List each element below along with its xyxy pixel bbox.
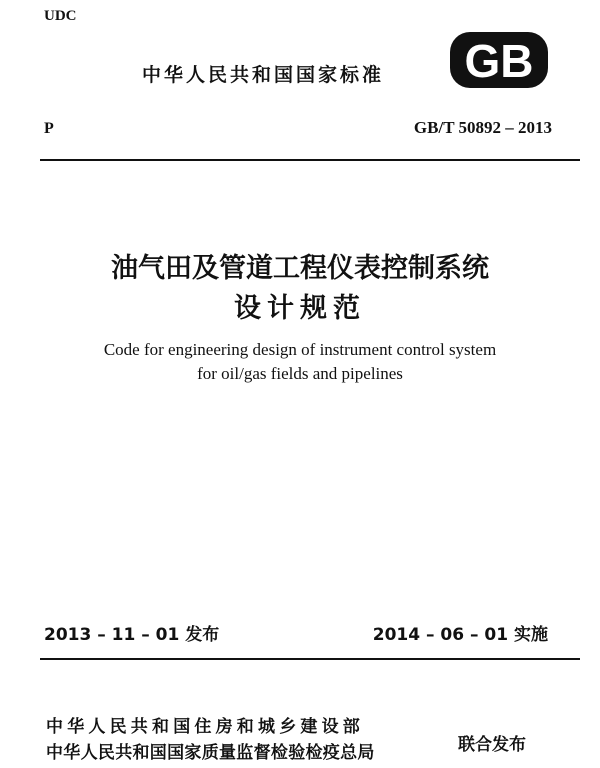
bottom-divider	[40, 658, 580, 660]
classification-code: P	[44, 120, 54, 137]
issuer-aqsiq: 中华人民共和国国家质量监督检验检疫总局	[46, 743, 375, 763]
national-standard-heading: 中华人民共和国国家标准	[142, 64, 385, 86]
joint-issue-label: 联合发布	[458, 735, 526, 755]
title-english-line-2: for oil/gas fields and pipelines	[197, 364, 403, 383]
standard-number: GB/T 50892 – 2013	[413, 118, 552, 137]
title-english-line-1: Code for engineering design of instrument control system	[103, 340, 497, 359]
gb-logo-icon	[448, 30, 550, 90]
udc-label: UDC	[44, 8, 77, 24]
issuer-ministry: 中华人民共和国住房和城乡建设部	[46, 717, 364, 737]
implementation-date: 2014 – 06 – 01 实施	[372, 625, 548, 645]
gb-logo-text: GB	[464, 35, 534, 87]
title-chinese-line-2: 设计规范	[234, 293, 366, 324]
top-divider	[40, 159, 580, 161]
title-chinese-line-1: 油气田及管道工程仪表控制系统	[111, 253, 489, 284]
issue-date: 2013 – 11 – 01 发布	[44, 625, 220, 645]
